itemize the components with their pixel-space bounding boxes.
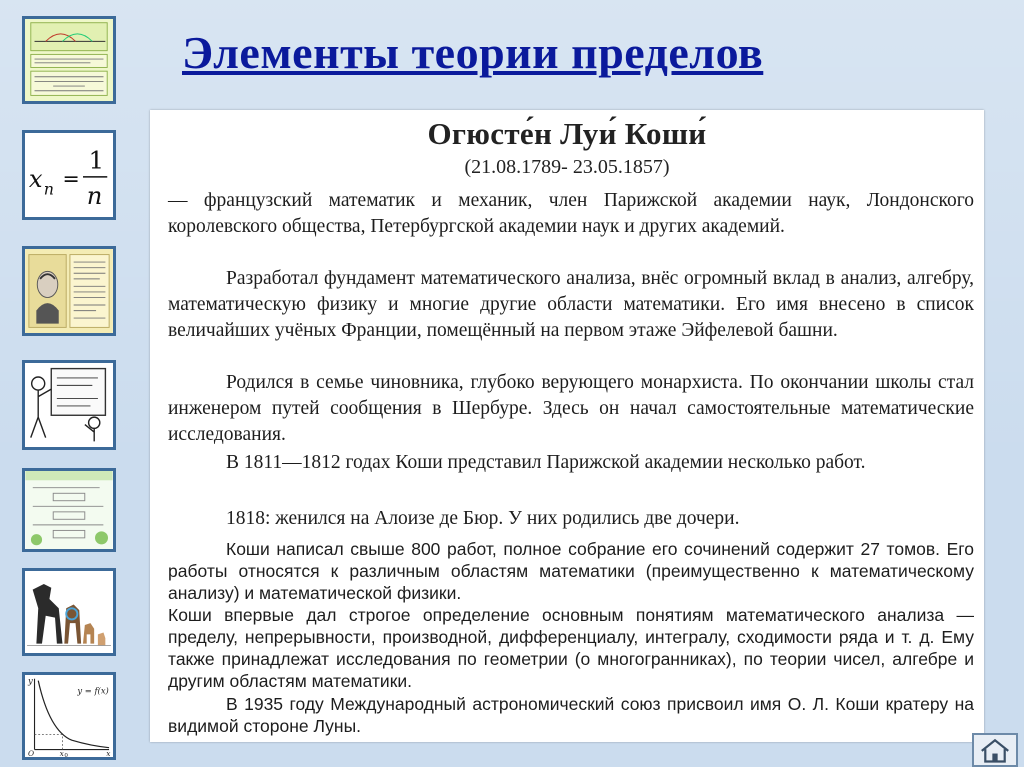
cartoon-icon [25, 363, 113, 447]
biography-panel [150, 110, 984, 742]
number-line-diagram-icon [25, 19, 113, 101]
graph-function-label: y = f(x) [77, 685, 109, 696]
bio-paragraph-works: Коши написал свыше 800 работ, полное собрание его сочинений содержит 27 томов. Его работы относятся к различным областям математики (преимущественно к математическому анализу) и математической физики. [168, 539, 974, 603]
dogs-comparison-thumbnail[interactable] [22, 568, 116, 656]
home-button[interactable] [972, 733, 1018, 767]
person-name: Огюсте́н Луи́ Коши́ [427, 116, 707, 151]
biography-header [150, 116, 984, 179]
formula-equals: = [62, 166, 80, 191]
portrait-icon [25, 249, 113, 333]
sequence-formula-thumbnail[interactable] [22, 130, 116, 220]
formula-subscript: n [43, 179, 55, 199]
cauchy-portrait-slide-thumbnail[interactable] [22, 246, 116, 336]
bio-paragraph-1811: В 1811—1812 годах Коши представил Парижской академии несколько работ. [226, 452, 866, 473]
table-icon [25, 471, 113, 549]
bio-paragraph-early-life: Родился в семье чиновника, глубоко верующего монархиста. По окончании школы стал инженером путей сообщения в Шербуре. Здесь он начал самостоятельные математические исследования. [168, 372, 974, 445]
bio-paragraph-definitions: Коши впервые дал строгое определение основным понятиям математического анализа — пределу, непрерывности, производной, дифференциалу, интегралу, сходимости ряда и т. д. Ему также принадлежат исследования по геометрии (о многогранниках), по теории чисел, алгебре и другим областям математики. [168, 605, 974, 691]
formula-denominator: n [86, 180, 103, 210]
home-icon [974, 735, 1016, 765]
life-dates: (21.08.1789- 23.05.1857) [464, 156, 670, 178]
formula-numerator: 1 [88, 145, 105, 175]
limit-cartoon-thumbnail[interactable] [22, 360, 116, 450]
limits-table-thumbnail[interactable] [22, 468, 116, 552]
graph-y-axis-label: y [28, 675, 33, 686]
bio-paragraph-intro: — французский математик и механик, член Парижской академии наук, Лондонского королевского общества, Петербургской академии наук и других академий. [168, 190, 974, 237]
graph-x0-label: x [59, 749, 64, 757]
graph-x-axis-label: x [106, 749, 111, 757]
graph-origin-label: O [28, 749, 35, 757]
bio-paragraph-crater: В 1935 году Международный астрономический союз присвоил имя О. Л. Коши кратеру на видимой стороне Луны. [168, 694, 974, 736]
dogs-icon [25, 571, 113, 653]
bio-paragraph-1818: 1818: женился на Алоизе де Бюр. У них родились две дочери. [226, 508, 740, 529]
formula-x: x [28, 164, 43, 194]
slide-title: Элементы теории пределов [182, 27, 764, 78]
number-line-slide-thumbnail[interactable] [22, 16, 116, 104]
function-graph-thumbnail[interactable] [22, 672, 116, 760]
formula-icon [25, 133, 113, 217]
graph-x0-subscript: 0 [64, 753, 68, 757]
graph-icon [25, 675, 113, 757]
bio-paragraph-contributions: Разработал фундамент математического анализа, внёс огромный вклад в анализ, алгебру, математическую физику и многие другие области математики. Его имя внесено в список величайших учёных Франции, помещённый на первом этаже Эйфелевой башни. [168, 268, 974, 341]
